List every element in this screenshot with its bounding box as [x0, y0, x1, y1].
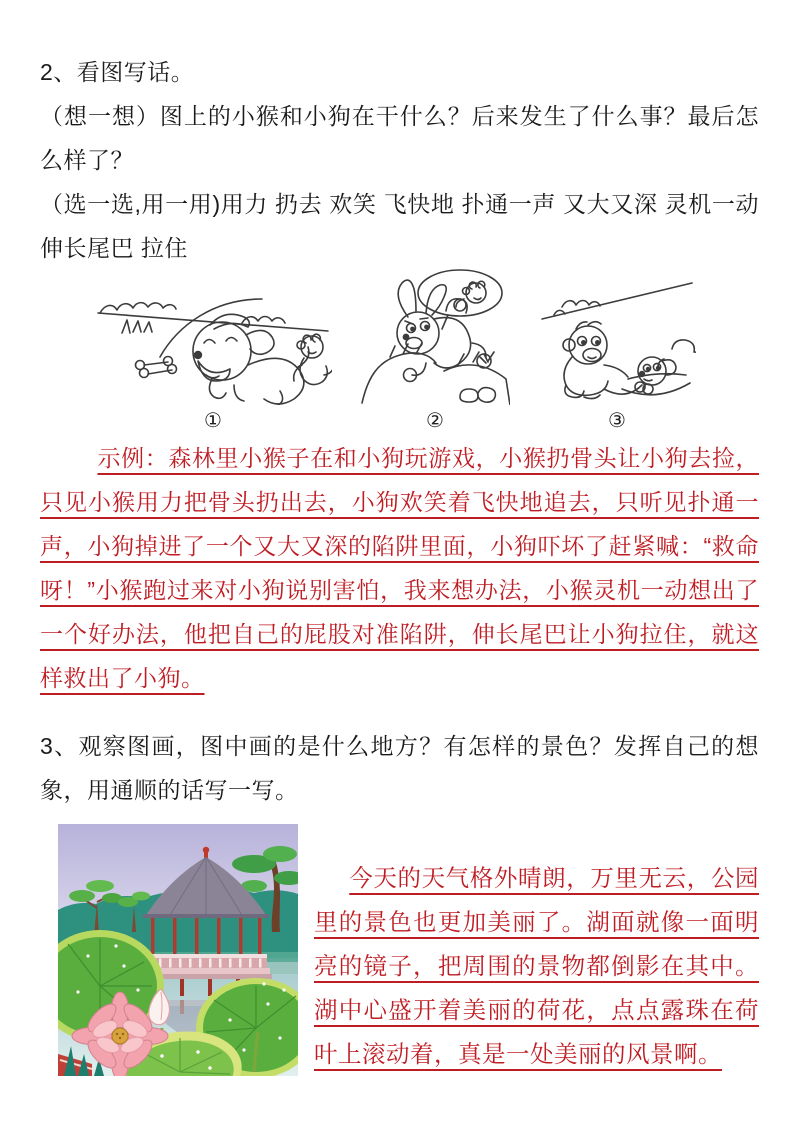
- lotus-pond-illustration: [58, 824, 298, 1076]
- question3-sample-answer: 今天的天气格外晴朗，万里无云，公园里的景色也更加美丽了。湖面就像一面明亮的镜子，把周围的景物都倒影在其中。湖中心盛开着美丽的荷花，点点露珠在荷叶上滚动着，真是一处美丽的风景啊。: [314, 865, 759, 1067]
- panel-number-2: ②: [426, 410, 444, 432]
- comic-panel-3: [538, 273, 696, 432]
- panel-number-1: ①: [204, 410, 222, 432]
- question2-word-bank: （选一选,用一用)用力 扔去 欢笑 飞快地 扑通一声 又大又深 灵机一动 伸长尾巴 拉住: [40, 191, 759, 261]
- question3-content-row: [40, 824, 759, 1076]
- question2-think-prompt: （想一想）图上的小猴和小狗在干什么？后来发生了什么事？最后怎么样了？: [40, 103, 759, 173]
- dog-falling-in-pit-illustration: [360, 265, 510, 405]
- lotus-pond-image: [58, 824, 298, 1076]
- monkey-rescuing-dog-illustration: [538, 273, 696, 405]
- question2-title: 2、看图写话。: [40, 59, 195, 85]
- panel-number-3: ③: [608, 410, 626, 432]
- question3-title: 3、观察图画，图中画的是什么地方？有怎样的景色？发挥自己的想象，用通顺的话写一写。: [40, 733, 759, 803]
- comic-panel-1: [94, 273, 332, 432]
- comic-panel-2: [360, 265, 510, 432]
- question2-sample-answer: 示例：森林里小猴子在和小狗玩游戏，小猴扔骨头让小狗去捡，只见小猴用力把骨头扔出去，小狗欢笑着飞快地追去，只听见扑通一声，小狗掉进了一个又大又深的陷阱里面，小狗吓坏了赶紧喊：“救命呀！”小猴跑过来对小狗说别害怕，我来想办法，小猴灵机一动想出了一个好办法，他把自己的屁股对准陷阱，伸长尾巴让小狗拉住，就这样救出了小狗。: [40, 445, 759, 691]
- dog-chasing-bone-illustration: [94, 273, 332, 405]
- comic-strip: [94, 274, 759, 432]
- question3-answer-block: [298, 824, 759, 1076]
